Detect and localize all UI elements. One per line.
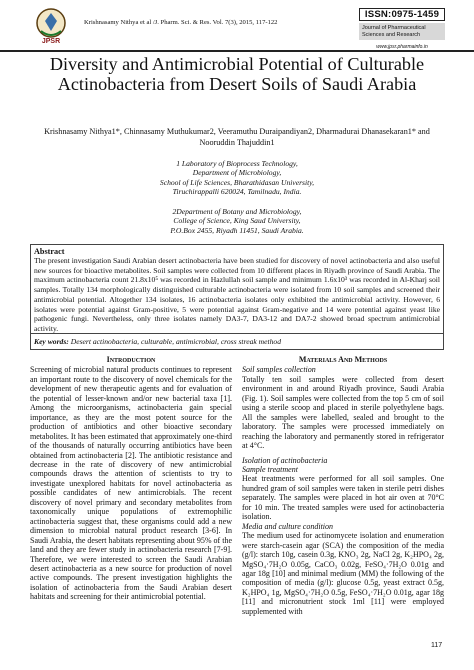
affiliation-2-line: 2Department of Botany and Microbiology, [172,207,302,216]
journal-logo [31,5,71,45]
subheading-isolation: Isolation of actinobacteria [242,455,328,465]
running-head: Krishnasamy Nithya et al /J. Pharm. Sci. & Res. Vol. 7(3), 2015, 117-122 [84,19,278,26]
left-column [30,355,232,602]
affiliation-2-line: College of Science, King Saud University, [173,216,301,226]
keywords-text: Desert actinobacteria, culturable, antimicrobial, cross streak method [70,337,281,346]
right-column [242,355,444,616]
journal-name-line2: Sciences and Research [362,31,421,38]
abstract-box [30,244,444,350]
journal-name-line1: Journal of Pharmaceutical [362,25,426,31]
sample-treatment-text: Heat treatments were performed for all soil samples. One hundred gram of soil samples were taken in sterile petri dishes separately. The samples were placed in hot air oven at 70°C for 10 min. The treated samples were used for actinobacteria isolation. [242,474,444,522]
logo-text: JPSR [41,38,61,45]
keywords [34,337,281,346]
issn: ISSN:0975-1459 [359,8,445,21]
subheading-media: Media and culture condition [242,521,334,531]
subheading-soil-samples: Soil samples collection [242,365,316,375]
affiliation-1 [70,159,404,197]
affiliation-1-line: 1 Laboratory of Bioprocess Technology, [176,159,298,168]
page-header [0,0,474,52]
journal-url[interactable]: www.jpsr.pharmainfo.in [376,44,428,51]
page-number: 117 [431,642,443,649]
soil-samples-text: Totally ten soil samples were collected from desert environment in and around Riyadh province, Saudi Arabia (Fig. 1). Soil samples were collected from the top 5 cm of soil using a sterile scoop and placed in sterile polyethylene bags. All the samples were labelled, sealed and brought to the laboratory. The samples were processed immediately on reaching the laboratory and permanently stored in refrigerator at 4°C. [242,374,444,451]
journal-name [359,23,445,40]
abstract-text: The present investigation Saudi Arabian desert actinobacteria have been studied for discovery of novel actinobacteria and also useful new sources for bioactive metabolites. Soil samples were collected from 10 different places in Riyadh province of Saudi Arabia. The maximum actinobacteria count 21.8x10⁵ was recorded in Hazlullah soil sample and minimum 1.6x10³ was recorded in Al-Kharj soil samples. Totally 134 morphologically distinguished culturable actinobacteria were isolated from 10 soil samples and screened their antimicrobial potential. Altogether 134 isolates, 16 actinobacteria isolates only exhibited the antimicrobial activity. However, 6 isolates were potential against Gram-positive, 5 were potential against Gram-negative and 14 were potential against yeast like pathogenic fungi. Nevertheless, only three isolates namely DA3-7, DA3-12 and DA7-2 showed broad spectrum antimicrobial activity. [34,256,440,333]
introduction-heading: Introduction [106,355,156,364]
affiliation-1-line: Tiruchirappalli 620024, Tamilnadu, India. [172,187,302,197]
abstract-heading: Abstract [34,247,65,256]
affiliation-2 [70,207,404,235]
journal-box [359,8,445,50]
keywords-divider [31,333,443,334]
media-text: The medium used for actinomycete isolation and enumeration were starch-casein agar (SCA) the composition of the media (g/l): starch 10g, casein 0.3g, KNO₃ 2g, NaCl 2g, K₂HPO₄ 2g, MgSO₄·7H₂O 0.05g, CaCO₃ 0.02g, FeSO₄·7H₂O 0.01g and agar 18g [10] and minimal medium (MM) the following of the composition of media (g/l): glucose 0.5g, yeast extract 0.5g, K₂HPO₄ 1g, MgSO₄·7H₂O 0.5g, FeSO₄·7H₂O 0.01g, agar 18g [11] and micronutrient stock 1ml [11] were employed supplemented with [242,531,444,616]
header-rule [0,50,474,52]
introduction-text: Screening of microbial natural products continues to represent an important route to the discovery of novel chemicals for the development of new therapeutic agents and for evaluation of the potential of lesser-known and/or new bacterial taxa [1]. Among the microorganisms, actinobacteria gain special importance, as they are the most potent source for the production of antibiotics and other bioactive secondary metabolites. It has been estimated that approximately one-third of the thousands of naturally occurring antibiotics have been obtained from actinobacteria [2]. The antibiotic resistance and decrease in the rate of discovery of new antimicrobial compounds draws the attention of scientists to try to investigate unexplored habitats for novel actinobacteria as possible candidates of new antimicrobials. The recent discovery of novel primary and secondary metabolites from taxonomically unique populations of extremophilic actinobacteria suggest that, these organisms could add a new dimension to microbial natural product research [3-6]. In Saudi Arabia, the desert habitats representing about 95% of the land and they are fewer study in actinobacteria research [7-9]. Therefore, we were interested to screen the Saudi Arabian desert actinobacteria as a new source for production of novel active compounds. The present investigation highlights the isolation of actinobacteria from the Saudi Arabian desert habitats and screening for their antimicrobial potential. [30,365,232,602]
paper-title: Diversity and Antimicrobial Potential of Culturable Actinobacteria from Desert Soils of Saudi Arabia [49,54,425,94]
affiliation-2-line: P.O.Box 2455, Riyadh 11451, Saudi Arabia. [170,225,304,235]
subheading-sample-treatment: Sample treatment [242,464,298,474]
author-list: Krishnasamy Nithya1*, Chinnasamy Muthukumar2, Veeramuthu Duraipandiyan2, Dharmadurai Dhanasekaran1* and Nooruddin Thajuddin1 [44,127,430,147]
methods-heading: Materials And Methods [298,355,388,364]
keywords-label: Key words: [34,337,69,346]
affiliation-1-line: School of Life Sciences, Bharathidasan University, [159,177,315,187]
affiliation-1-line: Department of Microbiology, [192,168,282,178]
